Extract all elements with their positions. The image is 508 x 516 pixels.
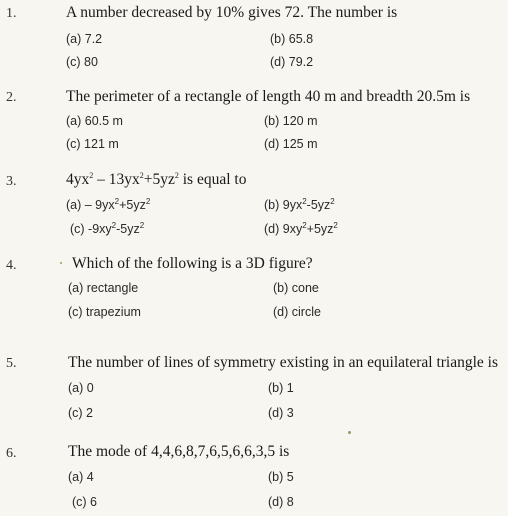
question-number: 4. [6,258,17,273]
question-stem: The mode of 4,4,6,8,7,6,5,6,6,3,5 is [68,443,290,460]
paper-speck [348,431,351,434]
option-d: (d) 3 [268,406,294,420]
option-c: (c) 6 [72,495,97,509]
option-c: (c) 121 m [66,137,119,151]
option-b: (b) 120 m [264,114,318,128]
option-b: (b) 5 [268,470,294,484]
option-c: (c) trapezium [68,305,141,319]
question-number: 5. [6,356,17,371]
option-a: (a) rectangle [68,281,139,295]
question-number: 6. [6,446,17,461]
option-c: (c) 2 [68,406,93,420]
option-b: (b) 1 [268,381,294,395]
option-a: (a) 0 [68,381,94,395]
question-number: 1. [6,6,17,21]
option-a: (a) 4 [68,470,94,484]
option-d: (d) 8 [268,495,294,509]
paper-speck [60,262,62,264]
question-stem: $4yx^2 - 13yx^2+5yz^2$ is equal to [66,170,247,188]
question-number: 2. [6,90,17,105]
option-d: (d) circle [273,305,321,319]
question-stem: The perimeter of a rectangle of length 40 m and breadth 20.5m is [66,88,471,105]
question-number: 3. [6,174,17,189]
option-c: (c) $-9xy^2-5yz^2$ [70,220,145,236]
option-a: (a) 60.5 m [66,114,123,128]
question-stem: Which of the following is a 3D figure? [72,255,313,272]
option-d: (d) 125 m [264,137,318,151]
option-d: (d) 79.2 [270,55,314,69]
question-stem: The number of lines of symmetry existing in an equilateral triangle is [68,354,499,371]
option-a: (a) 7.2 [66,32,103,46]
option-b: (b) cone [273,281,319,295]
option-b: (b) 65.8 [270,32,314,46]
option-a: $(a) - 9yx^2+5yz^2$ [66,196,151,212]
option-d: (d) $9xy^2+5yz^2$ [264,220,338,236]
question-stem: A number decreased by 10% gives 72. The number is [66,4,398,21]
option-b: (b) $9yx^2-5yz^2$ [264,196,335,212]
option-c: (c) 80 [66,55,98,69]
